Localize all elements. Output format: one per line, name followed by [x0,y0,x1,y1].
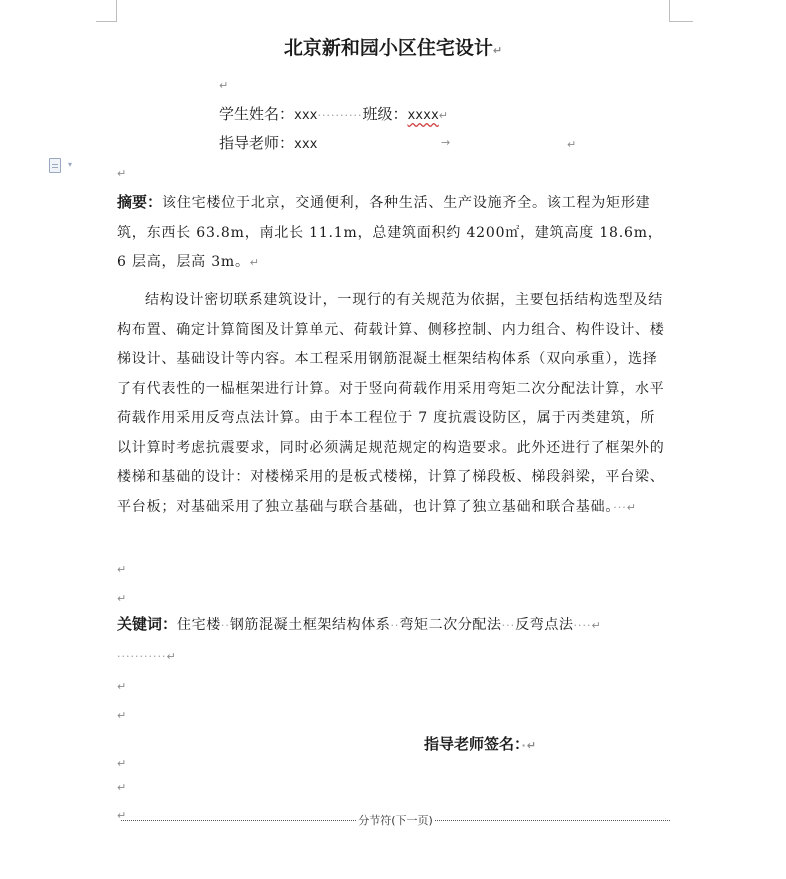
student-name-label: 学生姓名： [219,105,295,123]
space-marks: ··· [613,500,627,514]
paragraph-mark: ↵ [117,709,127,722]
paragraph-mark: ↵ [117,680,127,693]
paragraph-mark: ↵ [117,563,127,576]
signature-label: 指导老师签名： [424,735,522,753]
keywords-label: 关键词： [117,615,178,633]
document-icon[interactable] [49,158,61,173]
paragraph-mark: ↵ [117,592,127,605]
advisor-info-line [219,132,318,153]
paragraph-mark: ↵ [117,781,127,794]
keyword-item: 钢筋混凝土框架结构体系 [229,617,391,633]
class-value: xxxx [407,108,439,123]
class-label: 班级： [362,105,408,123]
chevron-down-icon[interactable]: ▾ [68,160,73,169]
space-marks: ··· [501,619,516,632]
paragraph-mark: ↵ [219,79,229,92]
advisor-label: 指导老师： [219,134,295,152]
document-title [0,33,786,60]
title-text: 北京新和园小区住宅设计 [283,37,493,59]
student-name-value: xxx [294,108,318,123]
paragraph-mark: ↵ [249,256,260,269]
keyword-item: 住宅楼 [177,617,221,633]
section-break-rule [435,820,670,821]
space-marks: ··········· [117,650,167,663]
paragraph-mark: ↵ [626,500,637,514]
space-marks: ···· [573,619,592,632]
paragraph-mark: ↵ [117,809,127,822]
paragraph-mark: ↵ [166,650,176,663]
space-marks-line [117,645,176,664]
paragraph-mark: ↵ [117,757,127,770]
space-marks: ·· [220,619,230,632]
abstract-paragraph-2 [117,286,669,522]
keywords-line [117,613,601,634]
space-marks: · [521,739,527,752]
paragraph-mark: ↵ [591,619,602,632]
paragraph-mark: ↵ [567,138,577,151]
keyword-item: 反弯点法 [515,617,574,633]
tab-mark: → [441,136,451,149]
space-marks: ·· [390,619,400,632]
space-marks: ·········· [317,109,363,122]
paragraph-mark: ↵ [117,167,127,180]
section-break-rule [121,820,356,821]
section-break [121,813,670,827]
abstract-paragraph-1 [117,188,669,278]
abstract-text-2: 结构设计密切联系建筑设计，一现行的有关规范为依据，主要包括结构选型及结构布置、确定计算简图及计算单元、荷载计算、侧移控制、内力组合、构件设计、楼梯设计、基础设计等内容。本工程采用钢筋混凝土框架结构体系（双向承重），选择了有代表性的一榀框架进行计算。对于竖向荷载作用采用弯矩二次分配法计算，水平荷载作用采用反弯点法计算。由于本工程位于 7 度抗震设防区，属于丙类建筑，所以计算时考虑抗震要求，同时必须满足规范规定的构造要求。此外还进行了框架外的楼梯和基础的设计：对楼梯采用的是板式楼梯，计算了梯段板、梯段斜梁，平台梁、平台板；对基础采用了独立基础与联合基础，也计算了独立基础和联合基础。 [117,292,665,515]
abstract-text-1: 该住宅楼位于北京，交通便利，各种生活、生产设施齐全。该工程为矩形建筑，东西长 63.8m，南北长 11.1m，总建筑面积约 4200㎡，建筑高度 18.6m，6 层高，层高 3m。 [117,195,663,270]
keyword-item: 弯矩二次分配法 [399,617,502,633]
student-info-line [219,103,448,124]
paragraph-mark: ↵ [526,739,536,752]
advisor-signature-line [424,733,536,754]
section-break-label: 分节符(下一页) [358,814,433,827]
advisor-value: xxx [294,137,318,152]
abstract-label: 摘要： [117,193,163,211]
paragraph-mark: ↵ [438,109,449,122]
paragraph-mark: ↵ [492,44,503,57]
